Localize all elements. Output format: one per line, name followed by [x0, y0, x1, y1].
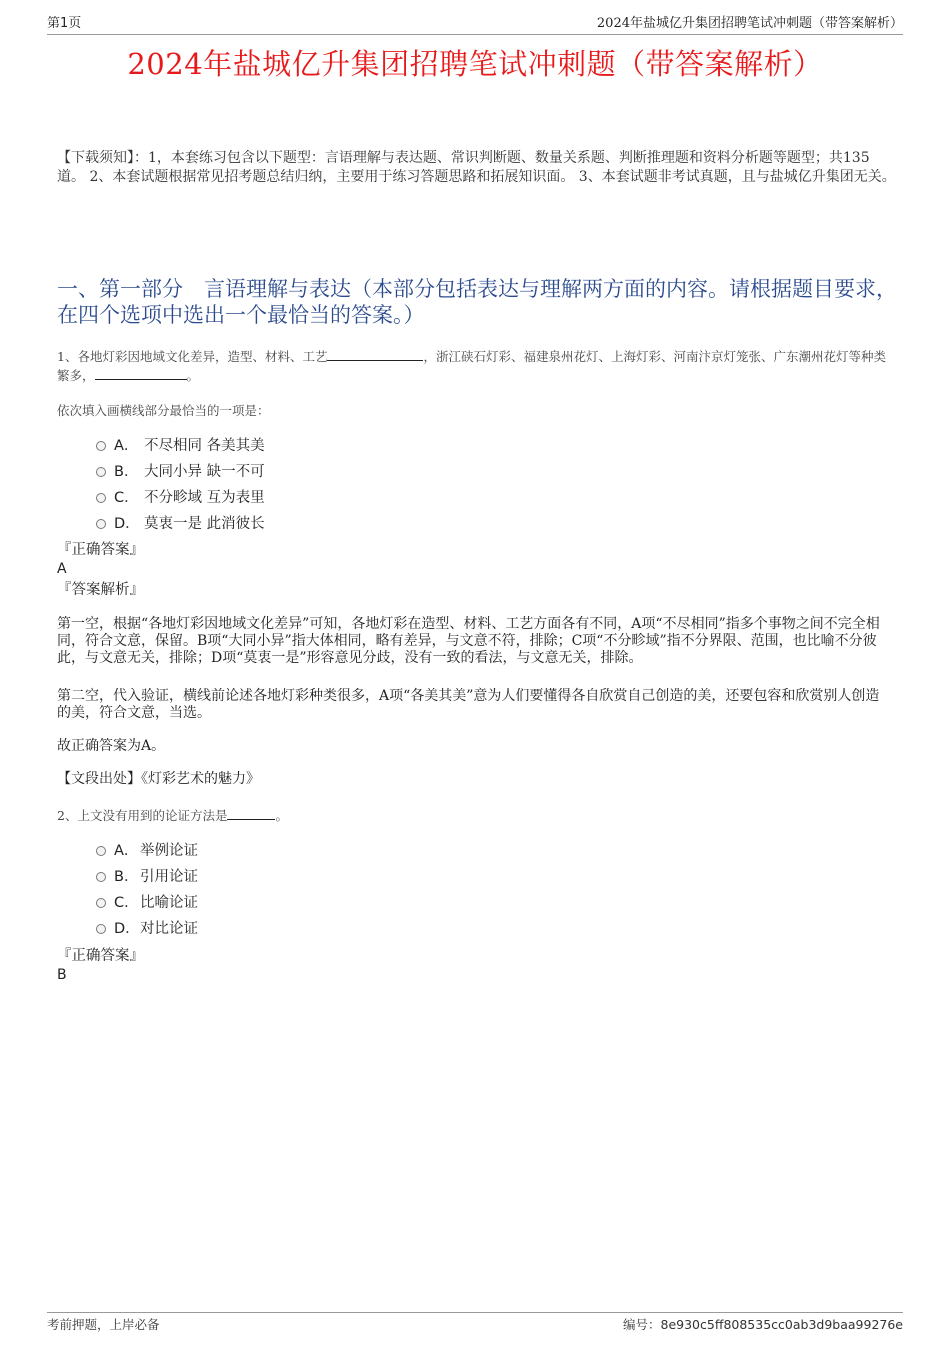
- question-2-text: 2、上文没有用到的论证方法是 。: [57, 808, 288, 823]
- radio-icon[interactable]: [96, 924, 106, 934]
- radio-icon[interactable]: [96, 519, 106, 529]
- option-b[interactable]: B． 引用论证: [96, 864, 198, 890]
- radio-icon[interactable]: [96, 467, 106, 477]
- page-number: 第1页: [47, 16, 82, 31]
- download-notice: 【下载须知】：1，本套练习包含以下题型：言语理解与表达题、常识判断题、数量关系题、判断推理题和资料分析题等题型；共135道。 2、本套试题根据常见招考题总结归纳，主要用于练习答题思路和拓展知识面。 3、本套试题非考试真题，且与盐城亿升集团无关。: [57, 150, 896, 185]
- analysis-label: 『答案解析』: [57, 582, 144, 598]
- analysis-paragraph-1: 第一空，根据“各地灯彩因地域文化差异”可知，各地灯彩在造型、材料、工艺方面各有不同，A项“不尽相同”指多个事物之间不完全相同，符合文意，保留。B项“大同小异”指大体相同，略有差异，与文意不符，排除；C项“不分畛域”指不分界限、范围，也比喻不分彼此，与文意无关，排除；D项“莫衷一是”形容意见分歧，没有一致的看法，与文意无关，排除。: [57, 616, 880, 666]
- question-1-prompt: 依次填入画横线部分最恰当的一项是：: [57, 403, 270, 418]
- page-title: 2024年盐城亿升集团招聘笔试冲刺题（带答案解析）: [127, 47, 823, 81]
- blank-2: [95, 367, 187, 380]
- footer-code: 编号：8e930c5ff808535cc0ab3d9baa99276e: [622, 1317, 903, 1332]
- radio-icon[interactable]: [96, 441, 106, 451]
- option-a[interactable]: A． 不尽相同 各美其美: [96, 433, 265, 459]
- analysis-conclusion: 故正确答案为A。: [57, 738, 166, 754]
- option-b[interactable]: B． 大同小异 缺一不可: [96, 459, 265, 485]
- blank-3: [227, 807, 275, 820]
- radio-icon[interactable]: [96, 898, 106, 908]
- section-heading: 一、第一部分 言语理解与表达（本部分包括表达与理解两方面的内容。请根据题目要求，在四个选项中选出一个最恰当的答案。）: [57, 277, 897, 327]
- blank-1: [327, 348, 423, 361]
- answer-value: A: [57, 561, 67, 577]
- analysis-paragraph-2: 第二空，代入验证，横线前论述各地灯彩种类很多，A项“各美其美”意为人们要懂得各自欣赏自己创造的美，还要包容和欣赏别人创造的美，符合文意，当选。: [57, 688, 880, 721]
- answer-label: 『正确答案』: [57, 948, 144, 964]
- option-d[interactable]: D．对比论证: [96, 916, 198, 942]
- header-doc-title: 2024年盐城亿升集团招聘笔试冲刺题（带答案解析）: [596, 16, 903, 31]
- option-a[interactable]: A． 举例论证: [96, 838, 198, 864]
- radio-icon[interactable]: [96, 872, 106, 882]
- option-d[interactable]: D． 莫衷一是 此消彼长: [96, 511, 265, 537]
- answer-value: B: [57, 967, 67, 983]
- passage-source: 【文段出处】《灯彩艺术的魅力》: [57, 771, 260, 787]
- radio-icon[interactable]: [96, 846, 106, 856]
- question-1-options: [96, 433, 265, 537]
- option-c[interactable]: C． 不分畛域 互为表里: [96, 485, 265, 511]
- footer-slogan: 考前押题，上岸必备: [47, 1317, 160, 1332]
- radio-icon[interactable]: [96, 493, 106, 503]
- option-c[interactable]: C．比喻论证: [96, 890, 198, 916]
- page-footer: [47, 1312, 903, 1335]
- question-1-text: 1、各地灯彩因地域文化差异，造型、材料、工艺 ，浙江硖石灯彩、福建泉州花灯、上海灯彩、河南汴京灯笼张、广东潮州花灯等种类繁多， 。: [57, 349, 886, 383]
- page-header: [47, 14, 903, 35]
- question-2-options: [96, 838, 198, 942]
- answer-label: 『正确答案』: [57, 542, 144, 558]
